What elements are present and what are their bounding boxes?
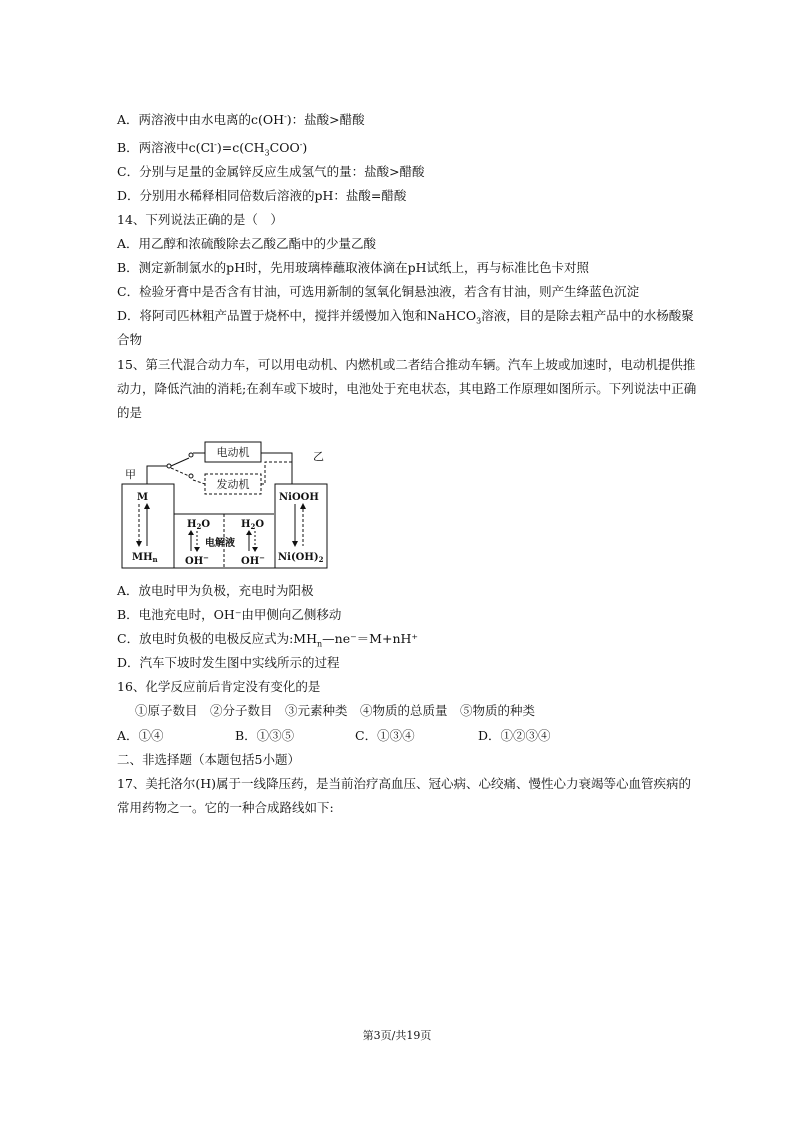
electrolyte-label: 电解液 [205,538,235,549]
q17-line-2: 常用药物之一。它的一种合成路线如下: [117,800,334,815]
q14-stem: 14、下列说法正确的是（ ） [117,212,283,227]
q15-option-a: A．放电时甲为负极，充电时为阳极 [117,583,314,598]
q14-option-d-cont: 合物 [117,332,143,347]
electrode-jia-label: 甲 [125,468,136,481]
page-footer: 第3页/共19页 [362,1029,432,1042]
q15-option-c: C．放电时负极的电极反应式为$:MH_n—ne^-=M+nH^+$ [117,631,419,649]
q15-stem-3: 的是 [117,405,143,420]
h2o-right-label: $H_2O$ [241,519,265,531]
q17-line-1: 17、美托洛尔(H)属于一线降压药，是当前治疗高血压、冠心病、心绞痛、慢性心力衰竭等心血管疾病的 [117,776,692,791]
q16-option-c: C．①③④ [355,728,415,743]
q13-option-c: C．分别与足量的金属锌反应生成氢气的量：盐酸>醋酸 [117,164,425,179]
section-2-heading: 二、非选择题（本题包括5小题） [117,752,300,767]
q13-option-b: B．两溶液中$c(Cl^-)=c(CH_3COO^-)$ [117,140,308,158]
q14-option-a: A．用乙醇和浓硫酸除去乙酸乙酯中的少量乙酸 [117,236,377,251]
q13-option-a: A．两溶液中由水电离的c(OH-)：盐酸>醋酸 [117,112,365,128]
q14-option-c: C．检验牙膏中是否含有甘油，可选用新制的氢氧化铜悬浊液，若含有甘油，则产生绛蓝色沉淀 [117,284,640,299]
q16-items: ①原子数目 ②分子数目 ③元素种类 ④物质的总质量 ⑤物质的种类 [135,703,536,718]
q15-stem-1: 15、第三代混合动力车，可以用电动机、内燃机或二者结合推动车辆。汽车上坡或加速时，电动机提供推 [117,357,696,372]
niooh-label: NiOOH [279,492,319,503]
q16-option-a: A．①④ [117,728,164,743]
q15-option-d: D．汽车下坡时发生图中实线所示的过程 [117,655,340,670]
engine-label: 发动机 [216,478,250,491]
q14-option-b: B．测定新制氯水的pH时，先用玻璃棒蘸取液体滴在pH试纸上，再与标准比色卡对照 [117,260,589,275]
mhn-label: $MH_n$ [132,552,158,564]
q15-stem-2: 动力，降低汽油的消耗;在刹车或下坡时，电池处于充电状态，其电路工作原理如图所示。下列说法中正确 [117,381,697,396]
q16-option-d: D．①②③④ [478,728,551,743]
h2o-left-label: $H_2O$ [187,519,211,531]
q16-option-b: B．①③⑤ [235,728,295,743]
q15-option-b: B．电池充电时，OH⁻由甲侧向乙侧移动 [117,607,342,622]
battery-circuit-diagram [117,436,347,571]
q14-option-d: D．将阿司匹林粗产品置于烧杯中，搅拌并缓慢加入饱和NaHCO$_3$溶液，目的是除去粗产品中的水杨酸聚 [117,308,694,326]
oh-right-label: OH− [241,553,266,567]
m-label: M [137,492,149,503]
oh-left-label: OH− [185,553,210,567]
nioh2-label: $Ni(OH)_2$ [278,552,324,564]
q13-option-d: D．分别用水稀释相同倍数后溶液的pH：盐酸=醋酸 [117,188,407,203]
q16-stem: 16、化学反应前后肯定没有变化的是 [117,679,321,694]
electrode-yi-label: 乙 [313,450,324,463]
motor-label: 电动机 [216,446,250,459]
